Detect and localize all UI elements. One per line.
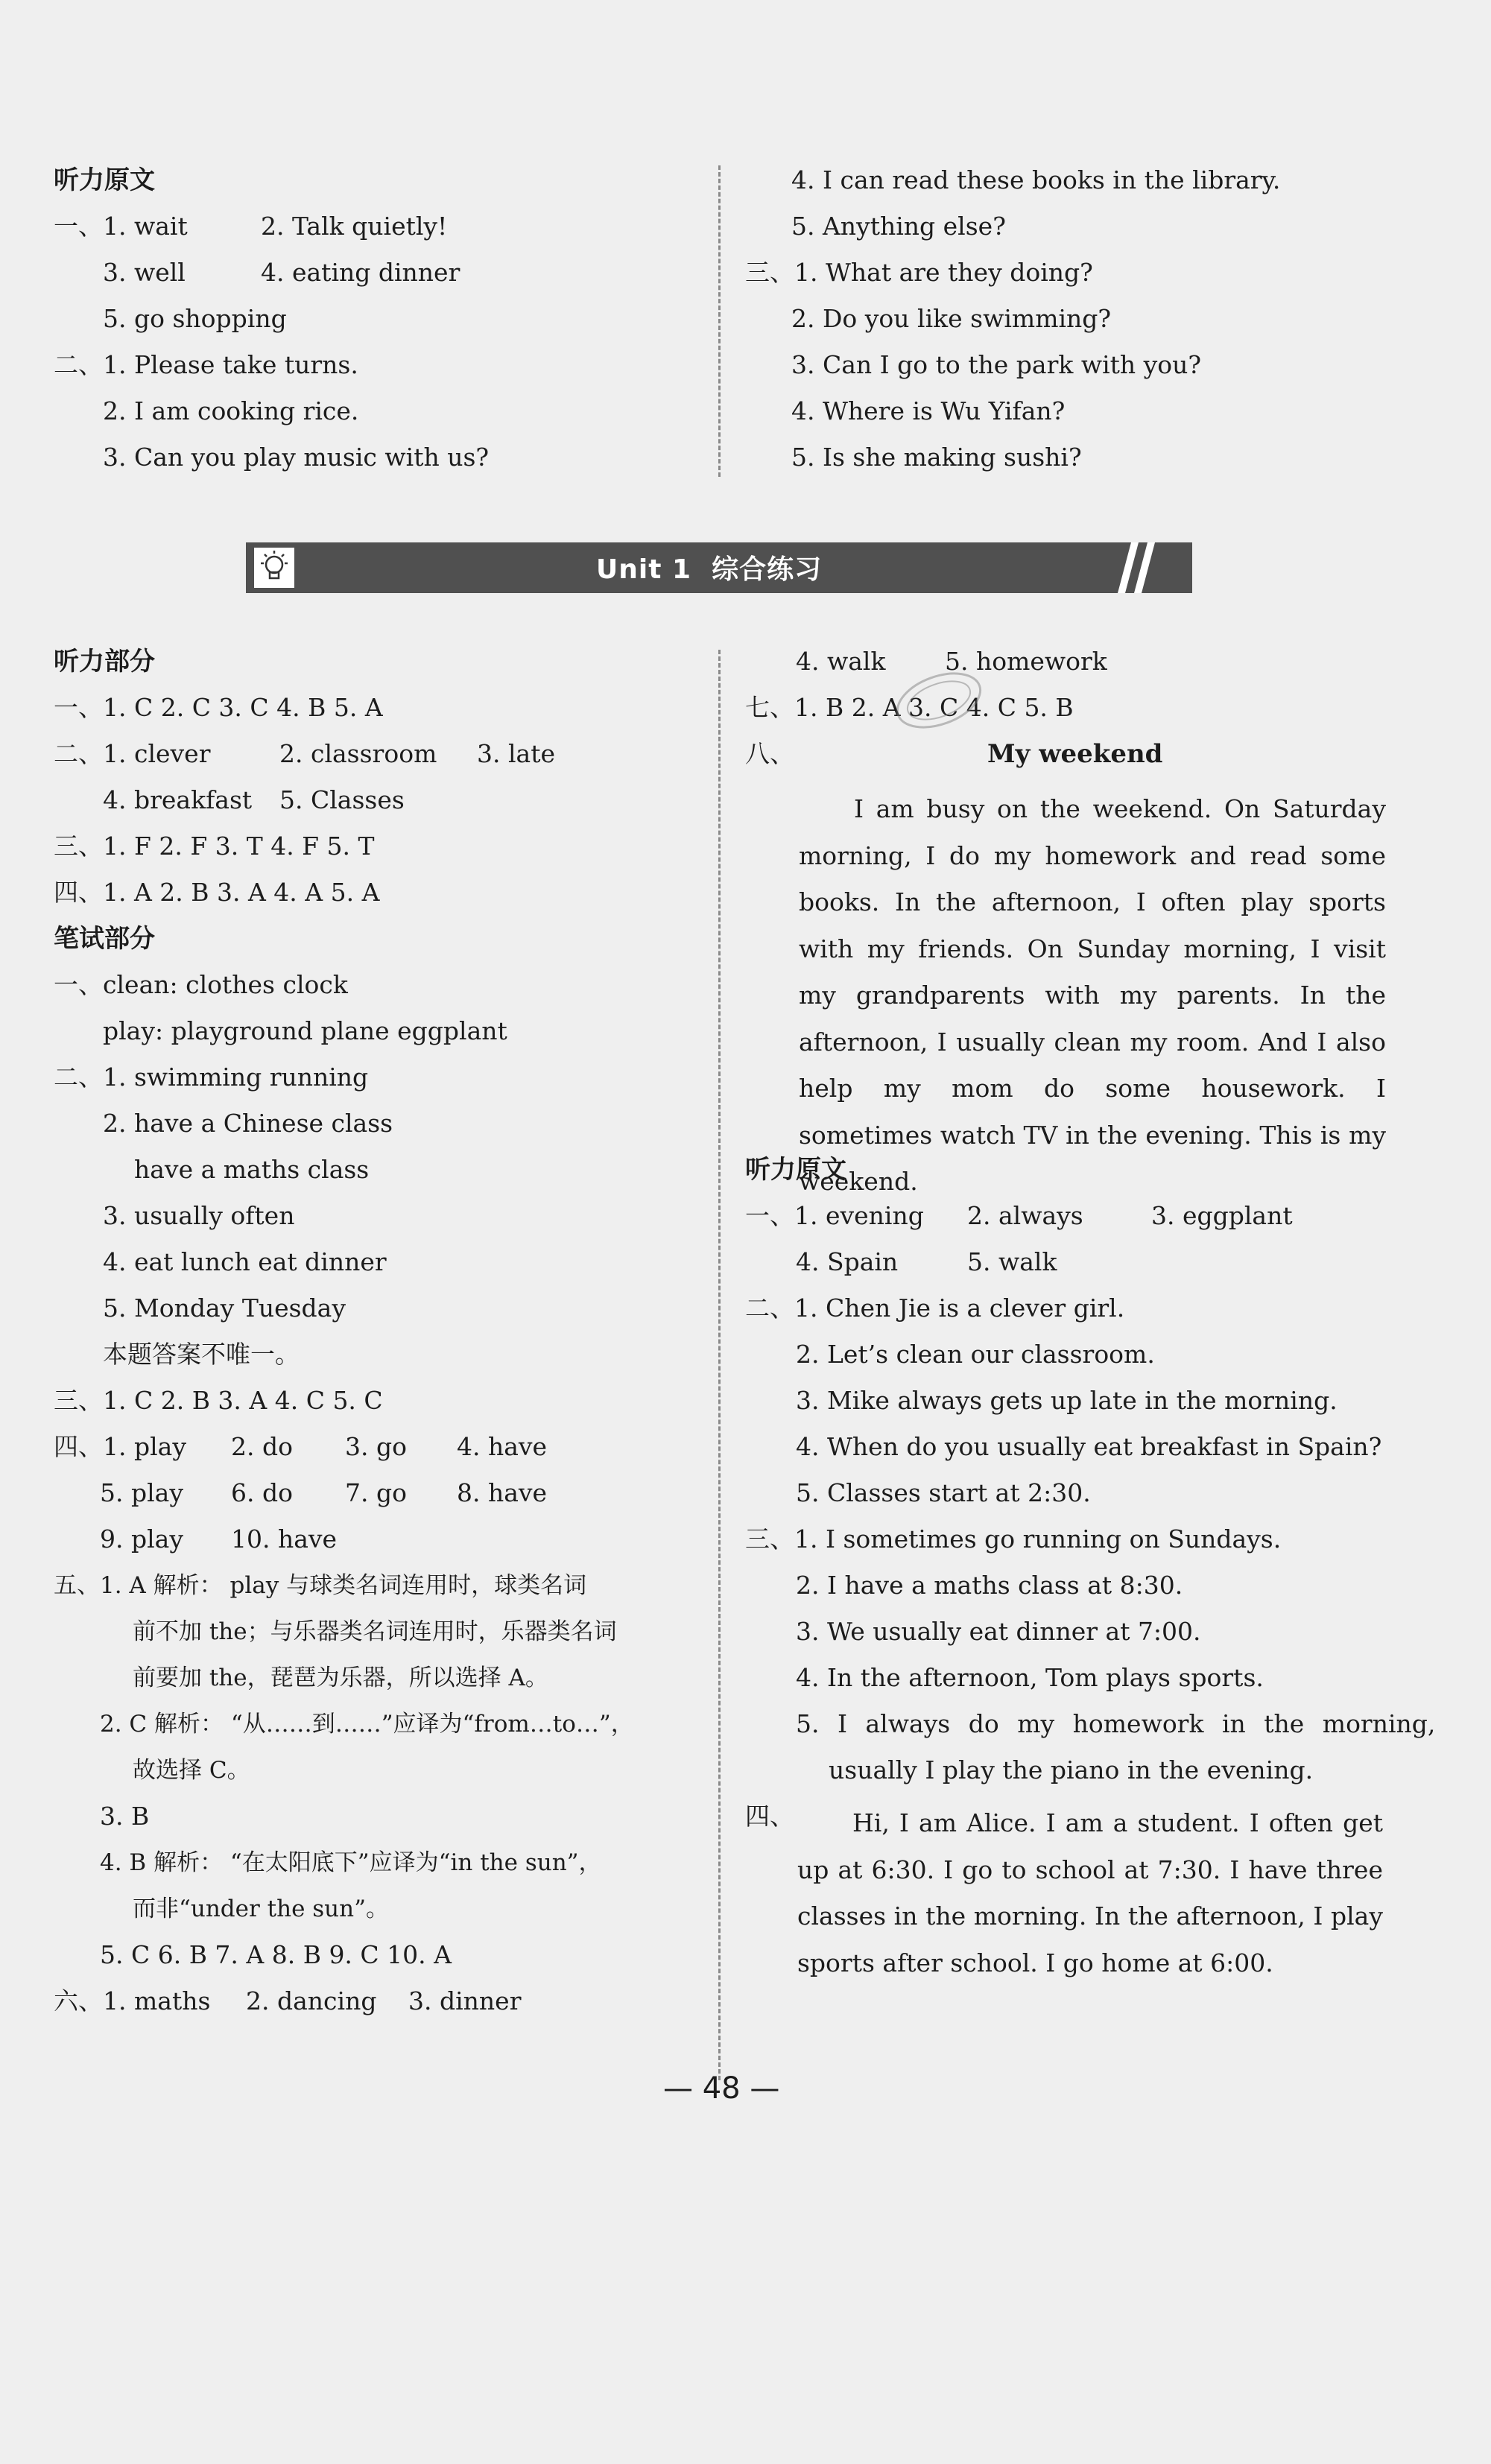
essay-title: My weekend (987, 739, 1163, 769)
transcript-line: 2. always (967, 1201, 1083, 1230)
written-heading: 笔试部分 (54, 924, 155, 954)
answer-line: 9. play (100, 1524, 183, 1554)
section-heading: 听力原文 (54, 165, 155, 195)
answer-line: 2. Talk quietly! (261, 212, 448, 241)
explanation-line: 4. B 解析： “在太阳底下”应译为“in the sun”， (100, 1849, 602, 1876)
section-label: 八、 (745, 739, 794, 768)
transcript-heading: 听力原文 (745, 1155, 846, 1185)
answer-line: 3. B (100, 1802, 150, 1831)
answer-line: 4. walk (796, 647, 886, 676)
answer-line: 一、1. C 2. C 3. C 4. B 5. A (54, 693, 383, 722)
answer-line: have a maths class (134, 1155, 370, 1184)
answer-line: 3. late (477, 739, 555, 768)
answer-line: 3. usually often (103, 1201, 295, 1230)
banner-title (596, 548, 822, 586)
transcript-line: 3. We usually eat dinner at 7:00. (796, 1617, 1201, 1646)
essay-paragraph: I am busy on the weekend. On Saturday morning, I do my homework and read some books. In the afternoon, I often play sports with my friends. On Sunday morning, I visit my grandparents with my parents. In the afternoon, I usually clean my room. And I also help my mom do some housework. I sometimes watch TV in the evening. This is my weekend. (799, 794, 1386, 1196)
page-number: — 48 — (663, 2071, 780, 2106)
answer-line: 4. Where is Wu Yifan? (791, 396, 1066, 425)
transcript-line: 5. walk (967, 1247, 1057, 1276)
answer-line: 4. breakfast (103, 785, 253, 814)
answer-line: 3. go (345, 1432, 407, 1461)
answer-note: 本题答案不唯一。 (103, 1340, 300, 1369)
transcript-line: 3. eggplant (1151, 1201, 1293, 1230)
answer-line: 5. Classes (279, 785, 405, 814)
answer-line: 5. play (100, 1478, 183, 1507)
unit-label: Unit 1 (596, 554, 691, 585)
transcript-line: 4. In the afternoon, Tom plays sports. (796, 1663, 1264, 1692)
explanation-line: 2. C 解析： “从……到……”应译为“from…to…”， (100, 1711, 634, 1738)
listening-heading: 听力部分 (54, 647, 155, 677)
transcript-line: 2. Let’s clean our classroom. (796, 1340, 1155, 1369)
transcript-paragraph: Hi, I am Alice. I am a student. I often get up at 6:30. I go to school at 7:30. I have three classes in the morning. In the afternoon, I play sports after school. I go home at 6:00. (797, 1808, 1383, 1977)
explanation-line: 而非“under the sun”。 (133, 1895, 389, 1922)
answer-line: 三、1. C 2. B 3. A 4. C 5. C (54, 1386, 383, 1415)
answer-line: 6. do (231, 1478, 293, 1507)
answer-line: 2. do (231, 1432, 293, 1461)
answer-line: 3. well (103, 258, 186, 287)
explanation-line: 故选择 C。 (133, 1757, 250, 1784)
transcript-line: 3. Mike always gets up late in the morning. (796, 1386, 1338, 1415)
answer-line: 三、1. F 2. F 3. T 4. F 5. T (54, 832, 375, 861)
answer-line: 5. C 6. B 7. A 8. B 9. C 10. A (100, 1940, 452, 1969)
answer-line: 4. eating dinner (261, 258, 460, 287)
answer-line: 10. have (231, 1524, 338, 1554)
transcript-line: usually I play the piano in the evening. (829, 1755, 1314, 1784)
unit-banner (246, 542, 1192, 593)
answer-line: 5. go shopping (103, 304, 287, 333)
transcript-line: 5. Classes start at 2:30. (796, 1478, 1091, 1507)
answer-line: 二、1. swimming running (54, 1062, 369, 1092)
answer-line: 七、1. B 2. A 3. C 4. C 5. B (745, 693, 1074, 722)
answer-line: 3. Can you play music with us? (103, 443, 490, 472)
transcript-line: 4. When do you usually eat breakfast in Spain? (796, 1432, 1382, 1461)
answer-line: 3. Can I go to the park with you? (791, 350, 1202, 379)
answer-line: 5. homework (945, 647, 1107, 676)
answer-line: 2. classroom (279, 739, 437, 768)
answer-line: 7. go (345, 1478, 407, 1507)
answer-line: 2. dancing (246, 1986, 377, 2015)
column-divider (718, 165, 721, 477)
explanation-line: 五、1. A 解析： play 与球类名词连用时，球类名词 (54, 1572, 587, 1599)
answer-line: 二、1. clever (54, 739, 211, 768)
answer-line: 三、1. What are they doing? (745, 258, 1093, 287)
banner-subtitle: 综合练习 (712, 554, 823, 585)
answer-line: 4. eat lunch eat dinner (103, 1247, 387, 1276)
transcript-line: 2. I have a maths class at 8:30. (796, 1571, 1183, 1600)
answer-line: 四、1. A 2. B 3. A 4. A 5. A (54, 878, 380, 907)
answer-line: 4. I can read these books in the library. (791, 165, 1281, 194)
answer-line: 2. Do you like swimming? (791, 304, 1112, 333)
answer-line: 8. have (457, 1478, 548, 1507)
transcript-line: 二、1. Chen Jie is a clever girl. (745, 1293, 1125, 1323)
transcript-line: 4. Spain (796, 1247, 899, 1276)
section-label: 四、 (745, 1802, 794, 1831)
lightbulb-icon (253, 547, 295, 589)
answer-line: 4. have (457, 1432, 548, 1461)
transcript-line: 三、1. I sometimes go running on Sundays. (745, 1524, 1282, 1554)
answer-line: 一、1. wait (54, 212, 188, 241)
answer-line: 一、clean: clothes clock (54, 970, 348, 999)
answer-line: 2. have a Chinese class (103, 1109, 393, 1138)
explanation-line: 前要加 the，琵琶为乐器，所以选择 A。 (133, 1665, 548, 1691)
answer-line: 六、1. maths (54, 1986, 211, 2015)
column-divider (718, 650, 721, 2080)
answer-line: play: playground plane eggplant (103, 1016, 507, 1045)
explanation-line: 前不加 the；与乐器类名词连用时，乐器类名词 (133, 1618, 617, 1645)
answer-line: 5. Is she making sushi? (791, 443, 1082, 472)
decorative-stripes-icon (1115, 542, 1167, 593)
answer-line: 二、1. Please take turns. (54, 350, 358, 379)
answer-line: 2. I am cooking rice. (103, 396, 359, 425)
transcript-line: 5. I always do my homework in the morning, (796, 1709, 1436, 1738)
answer-line: 3. dinner (408, 1986, 522, 2015)
transcript-line: 一、1. evening (745, 1201, 924, 1230)
answer-line: 5. Monday Tuesday (103, 1293, 346, 1323)
watermark-stamp-icon (890, 671, 987, 730)
answer-line: 四、1. play (54, 1432, 186, 1461)
answer-line: 5. Anything else? (791, 212, 1006, 241)
